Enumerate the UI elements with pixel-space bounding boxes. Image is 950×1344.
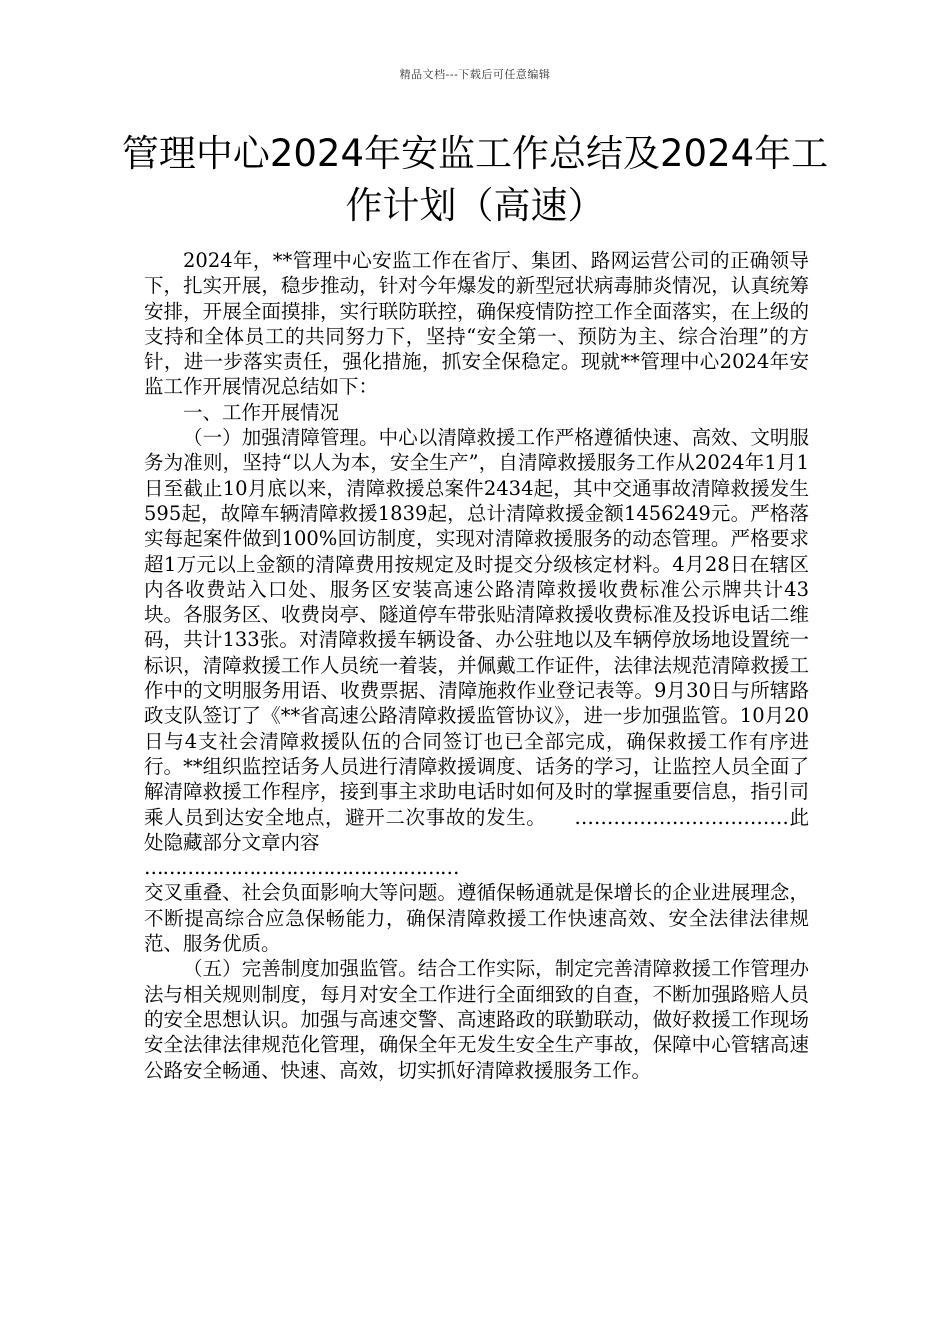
item-1-text: （一）加强清障管理。中心以清障救援工作严格遵循快速、高效、文明服务为准则，坚持“以人为本，安全生产”，自清障救援服务工作从2024年1月1日至截止10月底以来，清障救援总案件2434起，其中交通事故清障救援发生595起，故障车辆清障救援1839起，总计清障救援金额1456249元。严格落实每起案件做到100%回访制度，实现对清障救援服务的动态管理。严格要求超1万元以上金额的清障费用按规定及时提交分级核定材料。4月28日在辖区内各收费站入口处、服务区安装高速公路清障救援收费标准公示牌共计43块。各服务区、收费岗亭、隧道停车带张贴清障救援收费标准及投诉电话二维码，共计133张。对清障救援车辆设备、办公驻地以及车辆停放场地设置统一标识，清障救援工作人员统一着装，并佩戴工作证件，法律法规范清障救援工作中的文明服务用语、收费票据、清障施救作业登记表等。9月30日与所辖路政支队签订了《**省高速公路清障救援监管协议》，进一步加强监管。10月20日与4支社会清障救援队伍的合同签订也已全部完成，确保救援工作有序进行。**组织监控话务人员进行清障救援调度、话务的学习，让监控人员全面了解清障救援工作程序，接到事主求助电话时如何及时的掌握重要信息，指引司乘人员到达安全地点，避开二次事故的发生。: [144, 426, 809, 829]
dots-line: ……………………………………………: [144, 856, 459, 880]
section-heading: 一、工作开展情况: [183, 400, 340, 424]
document-title: 管理中心2024年安监工作总结及2024年工作计划（高速）: [121, 132, 829, 227]
continuation-paragraph: 交叉重叠、社会负面影响大等问题。遵循保畅通就是保增长的企业进展理念，不断提高综合应急保畅能力，确保清障救援工作快速高效、安全法律法律规范、服务优质。: [144, 881, 809, 956]
header-note: 精品文档---下载后可任意编辑: [399, 68, 551, 81]
item-5-paragraph: （五）完善制度加强监管。结合工作实际，制定完善清障救援工作管理办法与相关规则制度，每月对安全工作进行全面细致的自查，不断加强路赔人员的安全思想认识。加强与高速交警、高速路政的联勤联动，做好救援工作现场安全法律法律规范化管理，确保全年无发生安全生产事故，保障中心管辖高速公路安全畅通、快速、高效，切实抓好清障救援服务工作。: [144, 957, 809, 1082]
hidden-content-marker: ……………………………此处隐藏部分文章内容: [144, 805, 809, 854]
item-1-paragraph: [144, 425, 809, 855]
intro-paragraph: 2024年，**管理中心安监工作在省厅、集团、路网运营公司的正确领导下，扎实开展，稳步推动，针对今年爆发的新型冠状病毒肺炎情况，认真统筹安排，开展全面摸排，实行联防联控，确保疫情防控工作全面落实，在上级的支持和全体员工的共同努力下，坚持“安全第一、预防为主、综合治理”的方针，进一步落实责任，强化措施，抓安全保稳定。现就**管理中心2024年安监工作开展情况总结如下：: [144, 249, 809, 399]
document-body: [144, 248, 809, 1083]
